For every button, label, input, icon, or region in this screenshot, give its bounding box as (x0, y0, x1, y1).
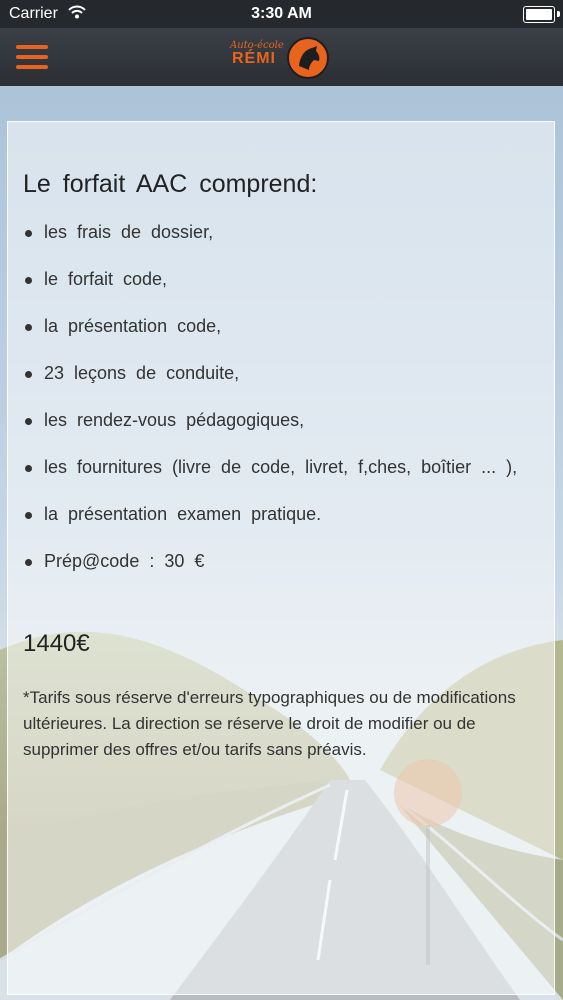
battery-icon (523, 6, 555, 23)
logo-text-big: RÉMI (232, 50, 276, 67)
list-item: la présentation examen pratique. (23, 501, 539, 528)
list-item: le forfait code, (23, 266, 539, 293)
package-price: 1440€ (23, 630, 90, 657)
list-item: les fournitures (livre de code, livret, f,ches, boîtier ... ), (23, 454, 539, 481)
list-item: la présentation code, (23, 313, 539, 340)
status-bar (0, 0, 563, 28)
list-item: les rendez-vous pédagogiques, (23, 407, 539, 434)
content-card (7, 121, 555, 995)
battery-tip (557, 11, 560, 17)
disclaimer-text: *Tarifs sous réserve d'erreurs typographiques ou de modifications ultérieures. La direction se réserve le droit de modifier ou de supprimer des offres et/ou tarifs sans préavis. (23, 688, 516, 759)
list-item: 23 leçons de conduite, (23, 360, 539, 387)
hamburger-menu-icon[interactable] (14, 42, 50, 72)
navigation-bar (0, 28, 563, 86)
logo-text-small: Auto-école (230, 40, 284, 51)
section-heading: Le forfait AAC comprend: (23, 170, 318, 198)
carrier-label: Carrier (9, 5, 58, 22)
horse-head-emblem-icon (286, 36, 330, 80)
clock: 3:30 AM (251, 5, 312, 22)
list-item: les frais de dossier, (23, 219, 539, 246)
list-item: Prép@code : 30 € (23, 548, 539, 575)
app-logo[interactable] (228, 34, 338, 82)
included-items-list (23, 219, 539, 595)
